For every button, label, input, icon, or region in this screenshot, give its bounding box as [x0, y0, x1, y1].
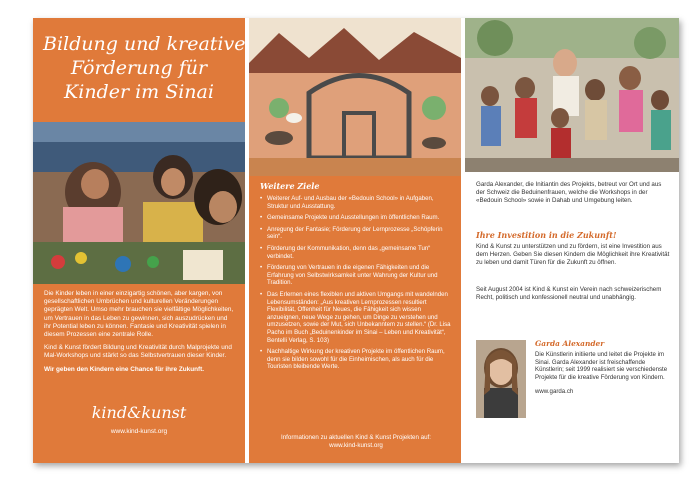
list-item: • Nachhaltige Wirkung der kreativen Projekte im öffentlichen Raum, denn sie bilden sowohl für die Einheimischen, als auch für die Touristen bleibende Werte.	[260, 348, 454, 371]
artist-website-link[interactable]: www.garda.ch	[535, 387, 574, 395]
child-drawing-image	[249, 18, 461, 176]
panel-middle	[249, 18, 461, 463]
intro-paragraph: Kind & Kunst fördert Bildung und Kreativität durch Malprojekte und Mal-Workshops und stärkt so das Selbstvertrauen dieser Kinder.	[44, 344, 232, 360]
goals-list	[260, 195, 454, 375]
list-item: • Förderung der Kommunikation, denn das „gemeinsame Tun“ verbindet.	[260, 245, 454, 260]
group-photo	[465, 18, 679, 172]
panel-left	[33, 18, 245, 463]
artist-name: Garda Alexander	[535, 339, 605, 348]
list-item: • Anregung der Fantasie; Förderung der Lernprozesse „Schöpferin sein“.	[260, 226, 454, 241]
slogan: Wir geben den Kindern eine Chance für ihre Zukunft.	[44, 365, 205, 373]
initiator-text	[476, 181, 670, 205]
children-painting-photo	[33, 122, 245, 284]
artist-description: Die Künstlerin initiierte und leitet die Projekte im Sinai. Garda Alexander ist freischaffende Künstlerin; seit 1999 realisiert sie verschiedenste Projekte für die kreative Förderung von Kindern.	[535, 350, 668, 382]
title-line: Kinder im Sinai	[64, 81, 214, 103]
artist-bio	[535, 340, 673, 396]
title-line: Förderung für	[70, 57, 208, 79]
intro-text	[44, 290, 236, 379]
brochure-sheet	[33, 18, 679, 463]
website-link[interactable]: www.kind-kunst.org	[329, 442, 383, 449]
projects-info	[259, 434, 453, 450]
title-line: Bildung und kreative	[43, 33, 246, 55]
website-link[interactable]: www.kind-kunst.org	[110, 428, 168, 435]
investment-paragraph: Kind & Kunst zu unterstützen und zu fördern, ist eine Investition aus dem Herzen. Geben Sie diesen Kindern die Möglichkeit ihre Kreativität zu leben und damit Türen für die Zukunft zu öffnen.	[476, 243, 670, 266]
portrait-photo	[476, 340, 526, 418]
initiator-paragraph: Garda Alexander, die Initiantin des Projekts, betreut vor Ort und aus der Schweiz die Beduinenfrauen, welche die Workshops in der «Bedouin School» sowie in Dahab und Umgebung leiten.	[476, 181, 662, 204]
list-item: • Förderung von Vertrauen in die eigenen Fähigkeiten und die Erfahrung von Selbstwirksamkeit unter Wahrung der Kultur und Tradition.	[260, 264, 454, 287]
association-text	[476, 286, 670, 302]
goals-heading: Weitere Ziele	[260, 181, 320, 191]
list-item: • Gemeinsame Projekte und Ausstellungen im öffentlichen Raum.	[260, 214, 454, 222]
investment-heading: Ihre Investition in die Zukunft!	[476, 230, 617, 240]
list-item: • Das Erlernen eines flexiblen und aktiven Umgangs mit wandelnden Lebensumständen: „Aus kreativen Lernprozessen resultiert Flexibilität, Offenheit für Neues, die Fähigkeit sich wissen anzueignen, neue Wege zu gehen, um Dinge zu verstehen und umzusetzen, sowie der Mut, sich Unbekanntem zu stellen.“ (Dr. Lisa Pacho im Buch „Beduinenkinder im Sinai – Leben und Kreativität“, Bentelli Verlag, S. 103)	[260, 291, 454, 344]
investment-text	[476, 243, 670, 267]
brand-logo: kind&kunst	[91, 403, 187, 422]
association-paragraph: Seit August 2004 ist Kind & Kunst ein Verein nach schweizerischem Recht, politisch und konfessionell neutral und unabhängig.	[476, 286, 662, 301]
brochure-title	[43, 32, 246, 104]
projects-info-text: Informationen zu aktuellen Kind & Kunst Projekten auf:	[281, 434, 431, 441]
intro-paragraph: Die Kinder leben in einer einzigartig schönen, aber kargen, von gesellschaftlichen Umbrüchen und kulturellen Veränderungen geprägten Welt. Umso mehr brauchen sie vielfältige Möglichkeiten, um Vertrauen in das Leben zu gewinnen, sich auszudrücken und ihr Potential leben zu können. Fantasie und Kreativität spielen in diesem Prozessen eine zentrale Rolle.	[44, 290, 234, 339]
panel-right	[465, 18, 679, 463]
list-item: • Weiterer Auf- und Ausbau der «Bedouin School» in Aufgaben, Struktur und Ausstattung.	[260, 195, 454, 210]
